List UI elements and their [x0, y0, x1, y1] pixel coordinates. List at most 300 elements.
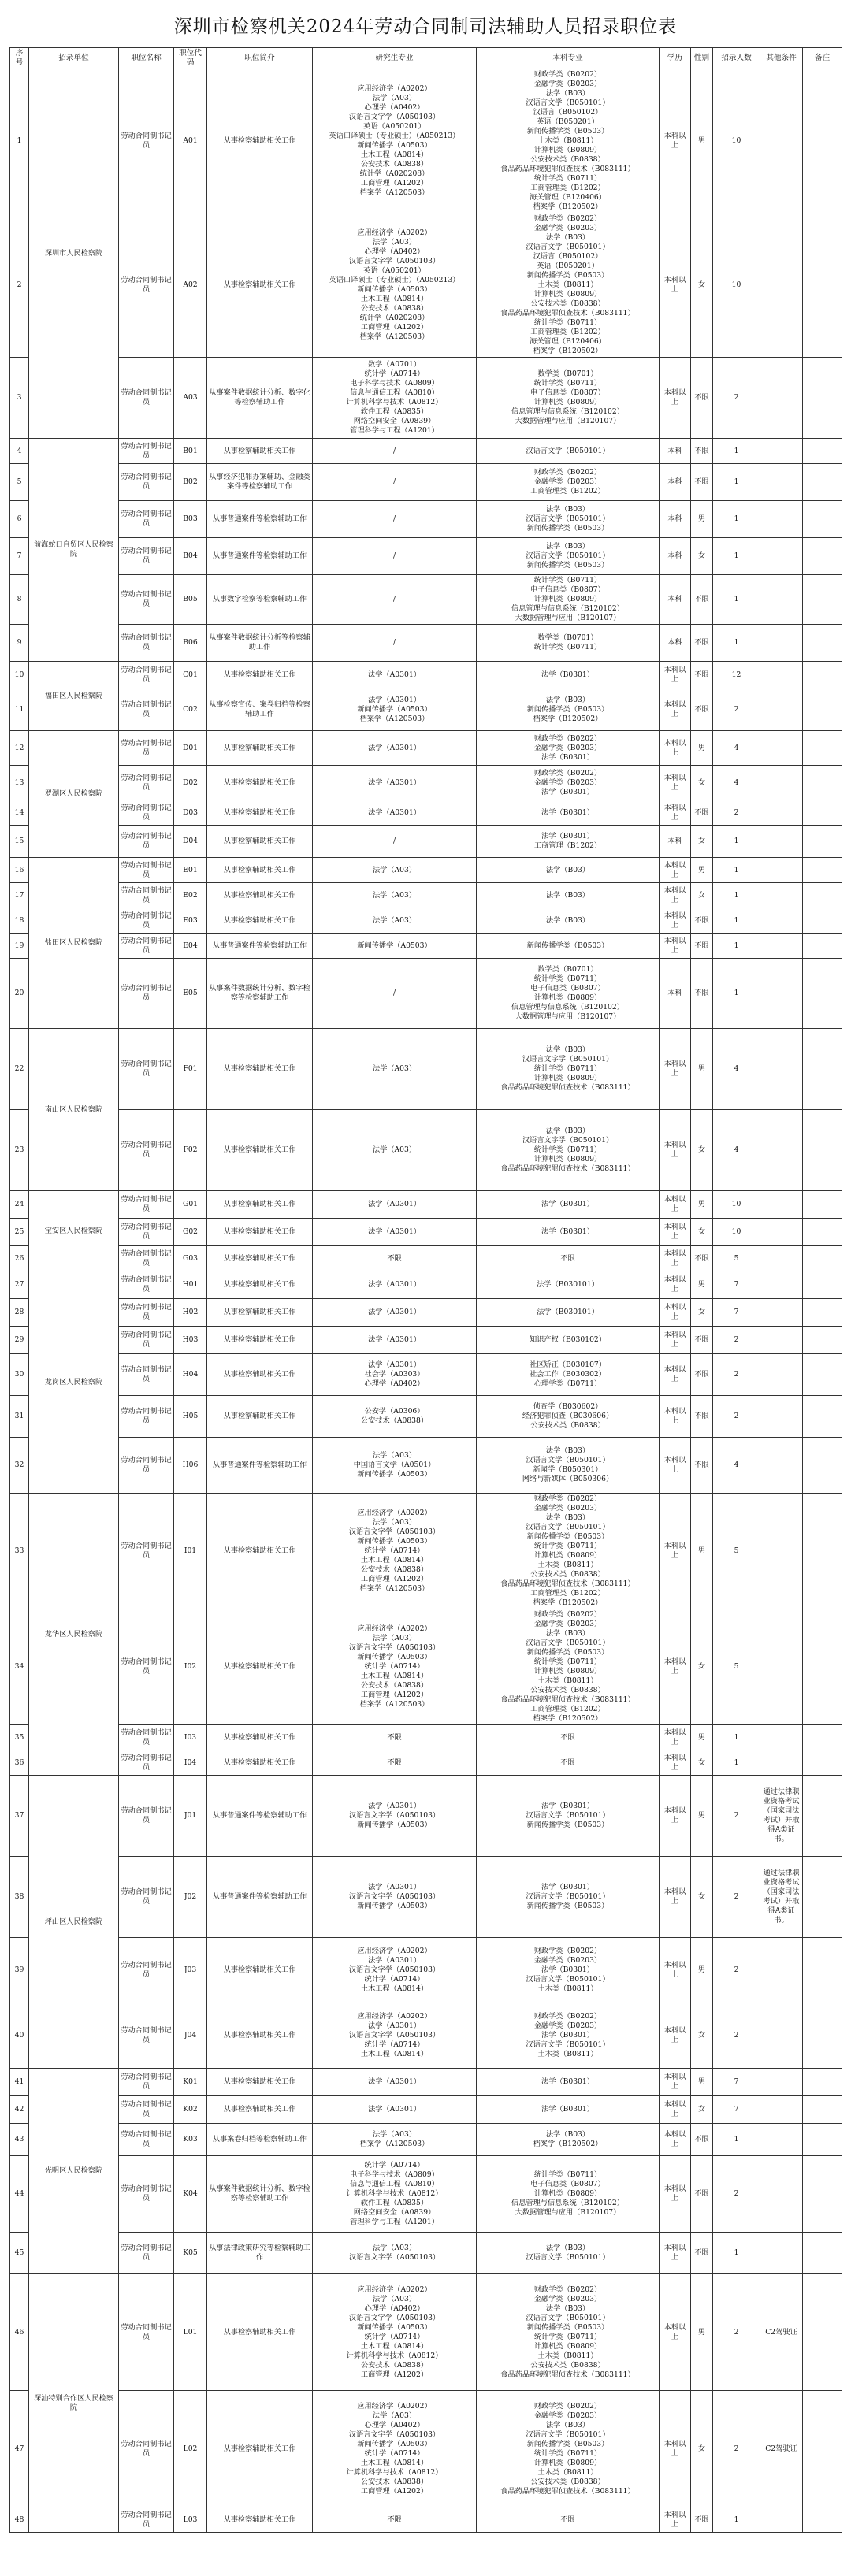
remarks	[803, 625, 842, 662]
position-code: B05	[174, 575, 207, 625]
undergrad-major: 法学（B0301）	[477, 2096, 660, 2124]
graduate-major: 法学（A0301）	[313, 731, 477, 766]
other-conditions	[760, 883, 803, 908]
undergrad-major: 不限	[477, 1246, 660, 1271]
remarks	[803, 1494, 842, 1609]
recruit-count: 7	[713, 1271, 760, 1299]
undergrad-major: 财政学类（B0202） 金融学类（B0203） 法学（B03） 汉语言文学（B050101） 新闻传播学类（B0503） 统计学类（B0711） 计算机类（B0809） 土木类（B0811） 公安技术类（B0838） 食品药品环境犯罪侦查技术（B083111）	[477, 2274, 660, 2391]
position-code: K04	[174, 2156, 207, 2233]
position-name: 劳动合同制书记员	[119, 1219, 174, 1246]
graduate-major: 应用经济学（A0202） 法学（A03） 心理学（A0402） 汉语言文字学（A050103） 新闻传播学（A0503） 统计学（A0714） 土木工程（A0814） 计算机科学与技术（A0812） 公安技术（A0838） 工商管理（A1202）	[313, 2274, 477, 2391]
remarks	[803, 1110, 842, 1191]
undergrad-major: 统计学类（B0711） 电子信息类（B0807） 计算机类（B0809） 信息管理与信息系统（B120102） 大数据管理与应用（B120107）	[477, 2156, 660, 2233]
table-row	[10, 908, 842, 934]
other-conditions	[760, 1354, 803, 1396]
position-name: 劳动合同制书记员	[119, 2233, 174, 2274]
undergrad-major: 财政学类（B0202） 金融学类（B0203） 法学（B0301） 汉语言文学（B050101） 土木类（B0811）	[477, 2003, 660, 2069]
gender: 不限	[691, 2233, 713, 2274]
education: 本科	[660, 439, 691, 464]
other-conditions	[760, 1750, 803, 1776]
row-number: 41	[10, 2069, 29, 2096]
recruit-count: 1	[713, 934, 760, 959]
position-name: 劳动合同制书记员	[119, 213, 174, 358]
gender: 男	[691, 1029, 713, 1110]
position-code: I03	[174, 1725, 207, 1750]
remarks	[803, 538, 842, 575]
remarks	[803, 731, 842, 766]
gender: 男	[691, 1191, 713, 1219]
gender: 男	[691, 2069, 713, 2096]
position-intro: 从事检察宣传、案卷归档等检察辅助工作	[207, 689, 313, 731]
recruiting-unit: 龙岗区人民检察院	[29, 1271, 119, 1494]
graduate-major: 法学（A0301） 汉语言文字学（A050103） 新闻传播学（A0503）	[313, 1857, 477, 1938]
position-intro: 从事案件数据统计分析、数字化等检察辅助工作	[207, 358, 313, 439]
other-conditions	[760, 2124, 803, 2156]
graduate-major: /	[313, 575, 477, 625]
graduate-major: 法学（A0301）	[313, 1191, 477, 1219]
undergrad-major: 财政学类（B0202） 金融学类（B0203） 法学（B03） 汉语言文学（B050101） 新闻传播学类（B0503） 统计学类（B0711） 计算机类（B0809） 土木类（B0811） 公安技术类（B0838） 食品药品环境犯罪侦查技术（B083111）	[477, 2391, 660, 2507]
position-code: K01	[174, 2069, 207, 2096]
education: 本科以上	[660, 858, 691, 883]
table-row	[10, 766, 842, 800]
other-conditions	[760, 213, 803, 358]
position-name: 劳动合同制书记员	[119, 1110, 174, 1191]
position-intro: 从事检察辅助相关工作	[207, 1029, 313, 1110]
education: 本科以上	[660, 800, 691, 826]
position-code: J04	[174, 2003, 207, 2069]
remarks	[803, 662, 842, 689]
other-conditions	[760, 959, 803, 1029]
other-conditions	[760, 464, 803, 501]
undergrad-major: 法学（B0301）	[477, 800, 660, 826]
row-number: 17	[10, 883, 29, 908]
recruit-count: 10	[713, 69, 760, 213]
remarks	[803, 934, 842, 959]
education: 本科以上	[660, 1110, 691, 1191]
education: 本科以上	[660, 1938, 691, 2003]
gender: 不限	[691, 934, 713, 959]
remarks	[803, 1219, 842, 1246]
education: 本科以上	[660, 2069, 691, 2096]
graduate-major: /	[313, 464, 477, 501]
undergrad-major: 法学（B0301）	[477, 1191, 660, 1219]
row-number: 44	[10, 2156, 29, 2233]
table-row	[10, 1396, 842, 1438]
remarks	[803, 826, 842, 858]
row-number: 29	[10, 1327, 29, 1354]
position-code: J01	[174, 1776, 207, 1857]
other-conditions	[760, 2156, 803, 2233]
graduate-major: /	[313, 538, 477, 575]
position-name: 劳动合同制书记员	[119, 1725, 174, 1750]
position-code: J03	[174, 1938, 207, 2003]
position-code: L01	[174, 2274, 207, 2391]
remarks	[803, 501, 842, 538]
undergrad-major: 财政学类（B0202） 金融学类（B0203） 法学（B03） 汉语言文学（B050101） 新闻传播学类（B0503） 统计学类（B0711） 计算机类（B0809） 土木类（B0811） 公安技术类（B0838） 食品药品环境犯罪侦查技术（B083111） 工商管理类（B1202） 档案学（B120502）	[477, 1609, 660, 1725]
position-intro: 从事检察辅助相关工作	[207, 1191, 313, 1219]
undergrad-major: 法学（B03） 新闻传播学类（B0503） 档案学（B120502）	[477, 689, 660, 731]
remarks	[803, 1857, 842, 1938]
education: 本科以上	[660, 1271, 691, 1299]
gender: 不限	[691, 662, 713, 689]
undergrad-major: 不限	[477, 1725, 660, 1750]
table-row	[10, 1246, 842, 1271]
remarks	[803, 1029, 842, 1110]
remarks	[803, 1938, 842, 2003]
position-intro: 从事检察辅助相关工作	[207, 213, 313, 358]
table-row	[10, 1776, 842, 1857]
undergrad-major: 法学（B03） 汉语言文字学（B050101） 统计学类（B0711） 计算机类（B0809） 食品药品环境犯罪侦查技术（B083111）	[477, 1029, 660, 1110]
position-name: 劳动合同制书记员	[119, 2156, 174, 2233]
table-row	[10, 731, 842, 766]
table-row	[10, 2069, 842, 2096]
graduate-major: 统计学（A0714） 电子科学与技术（A0809） 信息与通信工程（A0810） 计算机科学与技术（A0812） 软件工程（A0835） 网络空间安全（A0839） 管理科学与工程（A1201）	[313, 2156, 477, 2233]
position-name: 劳动合同制书记员	[119, 662, 174, 689]
position-intro: 从事检察辅助相关工作	[207, 1396, 313, 1438]
row-number: 13	[10, 766, 29, 800]
education: 本科以上	[660, 1609, 691, 1725]
other-conditions	[760, 501, 803, 538]
position-name: 劳动合同制书记员	[119, 1750, 174, 1776]
education: 本科以上	[660, 731, 691, 766]
education: 本科以上	[660, 1299, 691, 1327]
undergrad-major: 财政学类（B0202） 金融学类（B0203） 法学（B0301）	[477, 731, 660, 766]
position-name: 劳动合同制书记员	[119, 1246, 174, 1271]
table-row	[10, 1354, 842, 1396]
undergrad-major: 法学（B0301）	[477, 1219, 660, 1246]
recruit-count: 2	[713, 689, 760, 731]
gender: 女	[691, 538, 713, 575]
position-code: D04	[174, 826, 207, 858]
row-number: 26	[10, 1246, 29, 1271]
undergrad-major: 法学（B0301） 工商管理（B1202）	[477, 826, 660, 858]
recruit-count: 5	[713, 1609, 760, 1725]
gender: 男	[691, 1776, 713, 1857]
column-header: 职位名称	[119, 48, 174, 69]
education: 本科以上	[660, 1438, 691, 1494]
remarks	[803, 2233, 842, 2274]
column-header: 序号	[10, 48, 29, 69]
row-number: 40	[10, 2003, 29, 2069]
other-conditions: C2驾驶证	[760, 2274, 803, 2391]
position-intro: 从事检察辅助相关工作	[207, 1750, 313, 1776]
gender: 男	[691, 1725, 713, 1750]
position-code: F01	[174, 1029, 207, 1110]
row-number: 10	[10, 662, 29, 689]
graduate-major: 法学（A03）	[313, 883, 477, 908]
table-row	[10, 1271, 842, 1299]
undergrad-major: 财政学类（B0202） 金融学类（B0203） 法学（B03） 汉语言文学（B050101） 汉语言（B050102） 英语（B050201） 新闻传播学类（B0503） 土木类（B0811） 计算机类（B0809） 公安技术类（B0838） 食品药品环境犯罪侦查技术（B083111） 统计学类（B0711） 工商管理类（B1202） 海关管理（B120406） 档案学（B120502）	[477, 213, 660, 358]
recruit-count: 1	[713, 1750, 760, 1776]
remarks	[803, 1750, 842, 1776]
row-number: 3	[10, 358, 29, 439]
position-intro: 从事检察辅助相关工作	[207, 1327, 313, 1354]
position-code: D01	[174, 731, 207, 766]
row-number: 4	[10, 439, 29, 464]
gender: 女	[691, 883, 713, 908]
graduate-major: 法学（A0301）	[313, 800, 477, 826]
position-intro: 从事检察辅助相关工作	[207, 1938, 313, 2003]
recruit-count: 1	[713, 501, 760, 538]
position-intro: 从事检察辅助相关工作	[207, 2096, 313, 2124]
other-conditions	[760, 1609, 803, 1725]
remarks	[803, 689, 842, 731]
other-conditions	[760, 1219, 803, 1246]
position-intro: 从事检察辅助相关工作	[207, 800, 313, 826]
undergrad-major: 知识产权（B030102）	[477, 1327, 660, 1354]
undergrad-major: 财政学类（B0202） 金融学类（B0203） 法学（B0301） 汉语言文学（B050101） 土木类（B0811）	[477, 1938, 660, 2003]
gender: 不限	[691, 358, 713, 439]
other-conditions	[760, 1110, 803, 1191]
graduate-major: 法学（A03） 汉语言文字学（A050103）	[313, 2233, 477, 2274]
other-conditions	[760, 689, 803, 731]
gender: 男	[691, 1938, 713, 2003]
row-number: 42	[10, 2096, 29, 2124]
position-intro: 从事检察辅助相关工作	[207, 883, 313, 908]
other-conditions	[760, 934, 803, 959]
other-conditions	[760, 731, 803, 766]
row-number: 14	[10, 800, 29, 826]
gender: 不限	[691, 625, 713, 662]
gender: 男	[691, 731, 713, 766]
recruiting-unit: 坪山区人民检察院	[29, 1776, 119, 2069]
row-number: 43	[10, 2124, 29, 2156]
position-code: B03	[174, 501, 207, 538]
graduate-major: 不限	[313, 1725, 477, 1750]
position-name: 劳动合同制书记员	[119, 1191, 174, 1219]
undergrad-major: 法学（B03）	[477, 858, 660, 883]
recruit-count: 1	[713, 959, 760, 1029]
row-number: 28	[10, 1299, 29, 1327]
undergrad-major: 汉语言文学（B050101）	[477, 439, 660, 464]
position-name: 劳动合同制书记员	[119, 959, 174, 1029]
row-number: 5	[10, 464, 29, 501]
remarks	[803, 69, 842, 213]
table-body	[10, 69, 842, 2533]
graduate-major: 法学（A0301） 新闻传播学（A0503） 档案学（A120503）	[313, 689, 477, 731]
position-name: 劳动合同制书记员	[119, 908, 174, 934]
position-intro: 从事检察辅助相关工作	[207, 1609, 313, 1725]
gender: 女	[691, 826, 713, 858]
recruit-count: 2	[713, 1857, 760, 1938]
column-header: 招录人数	[713, 48, 760, 69]
graduate-major: 应用经济学（A0202） 法学（A03） 汉语言文字学（A050103） 新闻传播学（A0503） 统计学（A0714） 土木工程（A0814） 公安技术（A0838） 工商管理（A1202） 档案学（A120503）	[313, 1609, 477, 1725]
other-conditions	[760, 1396, 803, 1438]
position-code: A01	[174, 69, 207, 213]
position-name: 劳动合同制书记员	[119, 1776, 174, 1857]
gender: 男	[691, 858, 713, 883]
graduate-major: 法学（A03）	[313, 1110, 477, 1191]
row-number: 12	[10, 731, 29, 766]
position-code: H03	[174, 1327, 207, 1354]
table-row	[10, 625, 842, 662]
column-header: 本科专业	[477, 48, 660, 69]
recruit-count: 2	[713, 1396, 760, 1438]
graduate-major: 法学（A03）	[313, 1029, 477, 1110]
graduate-major: 法学（A0301）	[313, 1327, 477, 1354]
position-intro: 从事普通案件等检察辅助工作	[207, 538, 313, 575]
position-name: 劳动合同制书记员	[119, 1029, 174, 1110]
position-code: E03	[174, 908, 207, 934]
position-name: 劳动合同制书记员	[119, 625, 174, 662]
table-row	[10, 1750, 842, 1776]
other-conditions	[760, 2096, 803, 2124]
undergrad-major: 侦查学（B030602） 经济犯罪侦查（B030606） 公安技术类（B0838）	[477, 1396, 660, 1438]
other-conditions	[760, 766, 803, 800]
position-intro: 从事检察辅助相关工作	[207, 69, 313, 213]
table-row	[10, 2507, 842, 2533]
other-conditions	[760, 800, 803, 826]
other-conditions	[760, 1271, 803, 1299]
row-number: 24	[10, 1191, 29, 1219]
education: 本科以上	[660, 1776, 691, 1857]
remarks	[803, 858, 842, 883]
table-row	[10, 1110, 842, 1191]
position-name: 劳动合同制书记员	[119, 1327, 174, 1354]
remarks	[803, 1396, 842, 1438]
other-conditions	[760, 662, 803, 689]
recruit-count: 2	[713, 2274, 760, 2391]
position-intro: 从事检察辅助相关工作	[207, 1219, 313, 1246]
position-code: C01	[174, 662, 207, 689]
recruit-count: 2	[713, 2156, 760, 2233]
position-intro: 从事检察辅助相关工作	[207, 2003, 313, 2069]
education: 本科以上	[660, 1857, 691, 1938]
position-name: 劳动合同制书记员	[119, 1938, 174, 2003]
undergrad-major: 法学（B0301） 汉语言文学（B050101） 新闻传播学类（B0503）	[477, 1776, 660, 1857]
remarks	[803, 2156, 842, 2233]
gender: 不限	[691, 1396, 713, 1438]
position-code: F02	[174, 1110, 207, 1191]
remarks	[803, 2391, 842, 2507]
gender: 不限	[691, 800, 713, 826]
position-name: 劳动合同制书记员	[119, 883, 174, 908]
undergrad-major: 财政学类（B0202） 金融学类（B0203） 法学（B03） 汉语言文学（B050101） 新闻传播学类（B0503） 统计学类（B0711） 计算机类（B0809） 土木类（B0811） 公安技术类（B0838） 食品药品环境犯罪侦查技术（B083111） 工商管理类（B1202） 档案学（B120502）	[477, 1494, 660, 1609]
recruit-count: 1	[713, 2507, 760, 2533]
graduate-major: 法学（A0301） 汉语言文字学（A050103） 新闻传播学（A0503）	[313, 1776, 477, 1857]
other-conditions	[760, 2003, 803, 2069]
position-intro: 从事普通案件等检察辅助工作	[207, 1438, 313, 1494]
position-name: 劳动合同制书记员	[119, 1438, 174, 1494]
position-name: 劳动合同制书记员	[119, 575, 174, 625]
remarks	[803, 2507, 842, 2533]
education: 本科以上	[660, 2233, 691, 2274]
undergrad-major: 法学（B030101）	[477, 1299, 660, 1327]
table-row	[10, 1857, 842, 1938]
remarks	[803, 2124, 842, 2156]
education: 本科	[660, 575, 691, 625]
gender: 女	[691, 1219, 713, 1246]
education: 本科以上	[660, 358, 691, 439]
graduate-major: 法学（A03）	[313, 858, 477, 883]
gender: 女	[691, 1857, 713, 1938]
recruit-count: 2	[713, 800, 760, 826]
graduate-major: /	[313, 826, 477, 858]
recruiting-unit: 龙华区人民检察院	[29, 1494, 119, 1776]
recruit-count: 4	[713, 1029, 760, 1110]
education: 本科以上	[660, 1219, 691, 1246]
recruit-count: 10	[713, 213, 760, 358]
table-row	[10, 2233, 842, 2274]
column-header: 学历	[660, 48, 691, 69]
row-number: 47	[10, 2391, 29, 2507]
gender: 男	[691, 2274, 713, 2391]
recruiting-unit: 南山区人民检察院	[29, 1029, 119, 1191]
position-intro: 从事普通案件等检察辅助工作	[207, 1857, 313, 1938]
graduate-major: 法学（A0301）	[313, 1299, 477, 1327]
education: 本科以上	[660, 1354, 691, 1396]
table-row	[10, 883, 842, 908]
recruit-count: 2	[713, 1776, 760, 1857]
position-code: D02	[174, 766, 207, 800]
recruit-count: 1	[713, 1725, 760, 1750]
graduate-major: 应用经济学（A0202） 法学（A03） 汉语言文字学（A050103） 新闻传播学（A0503） 统计学（A0714） 土木工程（A0814） 公安技术（A0838） 工商管理（A1202） 档案学（A120503）	[313, 1494, 477, 1609]
column-header: 职位代码	[174, 48, 207, 69]
education: 本科以上	[660, 766, 691, 800]
position-code: G03	[174, 1246, 207, 1271]
position-code: H01	[174, 1271, 207, 1299]
recruiting-unit: 前海蛇口自贸区人民检察院	[29, 439, 119, 662]
position-code: I01	[174, 1494, 207, 1609]
gender: 不限	[691, 1438, 713, 1494]
recruit-count: 1	[713, 858, 760, 883]
recruit-count: 5	[713, 1246, 760, 1271]
other-conditions	[760, 1438, 803, 1494]
table-row	[10, 1938, 842, 2003]
remarks	[803, 766, 842, 800]
recruit-count: 1	[713, 575, 760, 625]
education: 本科以上	[660, 1029, 691, 1110]
education: 本科以上	[660, 69, 691, 213]
row-number: 45	[10, 2233, 29, 2274]
position-intro: 从事普通案件等检察辅助工作	[207, 934, 313, 959]
position-intro: 从事检察辅助相关工作	[207, 1725, 313, 1750]
graduate-major: 法学（A0301）	[313, 766, 477, 800]
position-intro: 从事检察辅助相关工作	[207, 1299, 313, 1327]
undergrad-major: 法学（B03）	[477, 908, 660, 934]
remarks	[803, 1327, 842, 1354]
position-name: 劳动合同制书记员	[119, 934, 174, 959]
position-name: 劳动合同制书记员	[119, 2003, 174, 2069]
education: 本科以上	[660, 1750, 691, 1776]
other-conditions	[760, 439, 803, 464]
remarks	[803, 2003, 842, 2069]
position-intro: 从事案件数据统计分析、数字检察等检察辅助工作	[207, 959, 313, 1029]
gender: 不限	[691, 689, 713, 731]
table-row	[10, 959, 842, 1029]
graduate-major: 应用经济学（A0202） 法学（A0301） 汉语言文字学（A050103） 统计学（A0714） 土木工程（A0814）	[313, 1938, 477, 2003]
position-intro: 从事检察辅助相关工作	[207, 766, 313, 800]
position-code: L03	[174, 2507, 207, 2533]
graduate-major: 法学（A03）	[313, 908, 477, 934]
graduate-major: 新闻传播学（A0503）	[313, 934, 477, 959]
other-conditions	[760, 625, 803, 662]
position-intro: 从事经济犯罪办案辅助、金融类案件等检察辅助工作	[207, 464, 313, 501]
position-intro: 从事普通案件等检察辅助工作	[207, 501, 313, 538]
other-conditions: C2驾驶证	[760, 2391, 803, 2507]
graduate-major: 公安学（A0306） 公安技术（A0838）	[313, 1396, 477, 1438]
remarks	[803, 1191, 842, 1219]
position-intro: 从事案卷归档等检察辅助工作	[207, 2124, 313, 2156]
position-intro: 从事案件数据统计分析等检察辅助工作	[207, 625, 313, 662]
graduate-major: 数学（A0701） 统计学（A0714） 电子科学与技术（A0809） 信息与通信工程（A0810） 计算机科学与技术（A0812） 软件工程（A0835） 网络空间安全（A0839） 管理科学与工程（A1201）	[313, 358, 477, 439]
recruit-count: 4	[713, 731, 760, 766]
row-number: 33	[10, 1494, 29, 1609]
position-name: 劳动合同制书记员	[119, 731, 174, 766]
other-conditions: 通过法律职业资格考试（国家司法考试）并取得A类证书。	[760, 1776, 803, 1857]
position-name: 劳动合同制书记员	[119, 439, 174, 464]
position-code: J02	[174, 1857, 207, 1938]
